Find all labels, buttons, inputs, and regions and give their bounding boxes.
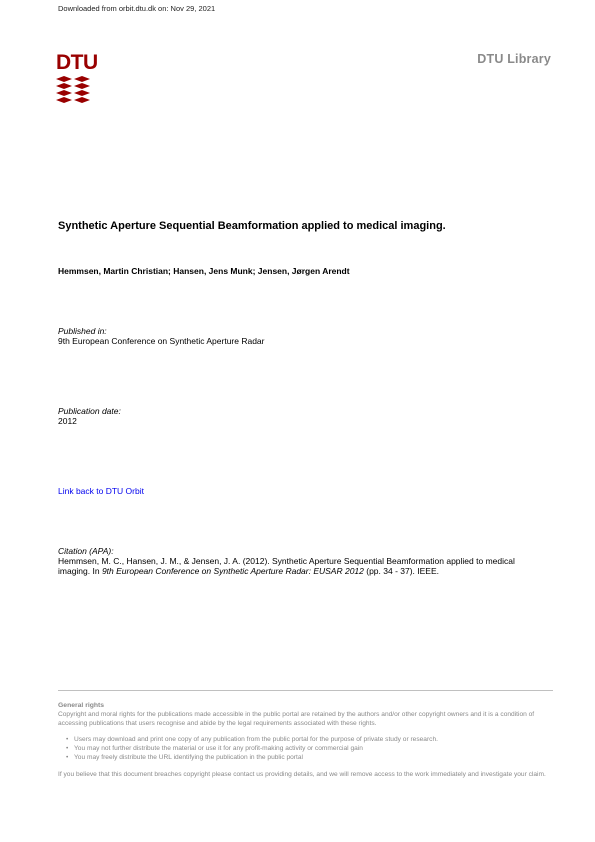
dtu-logo <box>56 51 98 104</box>
dtu-orbit-link[interactable]: Link back to DTU Orbit <box>58 486 144 496</box>
general-rights-section <box>58 702 553 780</box>
rights-bullet: • Users may download and print one copy of any publication from the public portal for the purpose of private study or research. <box>74 736 553 745</box>
rights-bullet: • You may freely distribute the URL identifying the publication in the public portal <box>74 754 553 763</box>
dtu-logo-text: DTU <box>56 51 98 74</box>
publication-date-label: Publication date: <box>58 406 121 416</box>
rights-divider <box>58 690 553 691</box>
publication-date-block <box>58 406 121 426</box>
citation-conference: 9th European Conference on Synthetic Aperture Radar: EUSAR 2012 <box>101 566 364 576</box>
library-label: DTU Library <box>477 52 551 66</box>
published-in-value: 9th European Conference on Synthetic Aperture Radar <box>58 336 265 346</box>
document-authors: Hemmsen, Martin Christian; Hansen, Jens Munk; Jensen, Jørgen Arendt <box>58 266 350 276</box>
citation-block <box>58 546 538 576</box>
rights-bullet-list <box>58 736 553 762</box>
dtu-logo-mark-icon <box>56 76 92 104</box>
citation-label: Citation (APA): <box>58 546 114 556</box>
citation-text-part2: (pp. 34 - 37). IEEE. <box>363 566 440 576</box>
download-note: Downloaded from orbit.dtu.dk on: Nov 29, 2021 <box>58 4 216 13</box>
citation-text-part1: Hemmsen, M. C., Hansen, J. M., & Jensen, J. A. (2012). Synthetic Aperture Sequential Beamformation applied to medical imaging. In <box>58 556 515 576</box>
general-rights-title: General rights <box>58 702 105 709</box>
published-in-label: Published in: <box>58 326 107 336</box>
citation-text <box>58 556 538 576</box>
rights-bullet: • You may not further distribute the material or use it for any profit-making activity or commercial gain <box>74 745 553 754</box>
document-title: Synthetic Aperture Sequential Beamformation applied to medical imaging. <box>58 220 446 232</box>
general-rights-intro: Copyright and moral rights for the publications made accessible in the public portal are retained by the authors and/or other copyright owners and it is a condition of accessing publications that users recognise and abide by the legal requirements associated with these rights. <box>58 710 535 727</box>
rights-closing: If you believe that this document breaches copyright please contact us providing details, and we will remove access to the work immediately and investigate your claim. <box>58 770 546 778</box>
published-in-block <box>58 326 265 346</box>
publication-date-value: 2012 <box>58 416 77 426</box>
